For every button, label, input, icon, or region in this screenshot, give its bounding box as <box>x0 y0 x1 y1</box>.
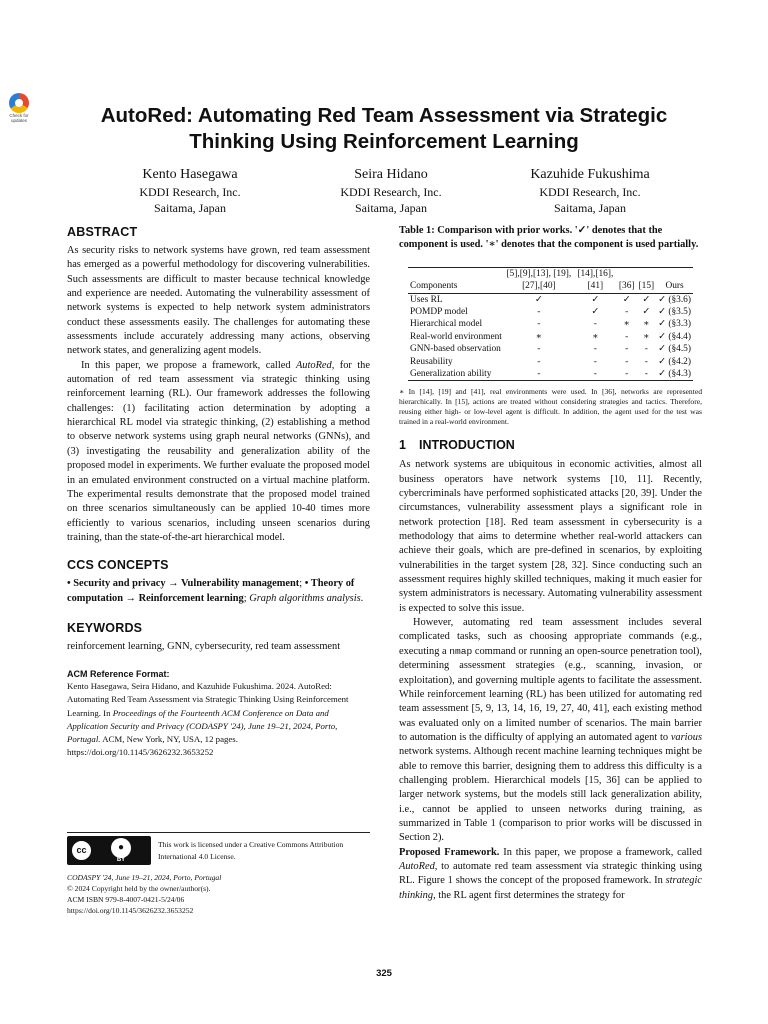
badge-line1: Check for <box>9 113 29 118</box>
acm-ref-heading: ACM Reference Format: <box>67 669 170 680</box>
emphasis: AutoRed <box>399 860 435 872</box>
emphasis: various <box>670 731 702 743</box>
ccs-concepts <box>67 577 370 606</box>
emphasis: AutoRed <box>295 359 332 371</box>
cc-by-logo[interactable] <box>67 836 151 865</box>
intro-paragraph-1: As network systems are ubiquitous in economic activities, almost all business operators have network systems [10, 11]. Recently, cybercriminals have performed sophisticated attacks [20, 39]. Under the circumstances, vulnerability assessment plays a significant role in network protection [18]. Red team assessment in cybersecurity is a methodology that aims to determine whether real-world attackers can achieve their goals, which are pre-defined in scenarios, by exploiting vulnerabilities in the target system [28, 32]. Since conducting such an assessment requires highly skilled techniques, making it much easier for system administrators is necessary. Automating vulnerability assessment is expected to solve this issue. <box>399 459 702 614</box>
table-cell: ✓ <box>642 306 651 317</box>
table-cell: ✓ <box>534 294 543 305</box>
table-cell: Reusability <box>410 356 453 367</box>
table-cell: - <box>625 344 629 355</box>
update-icon <box>9 93 29 113</box>
table-cell: - <box>593 344 597 355</box>
table-row <box>408 356 693 368</box>
abstract-heading: ABSTRACT <box>67 225 138 239</box>
emphasis: Proceedings of the Fourteenth ACM Conference on Data and Application Security and Privacy (CODASPY '24), June 19–21, 2024, Porto, Portugal. <box>67 707 338 745</box>
table-cell: - <box>644 356 648 367</box>
table-cell: ✓ (§4.5) <box>658 344 691 355</box>
text-span: ; <box>299 578 305 590</box>
intro-paragraph-3 <box>399 846 702 903</box>
acm-reference <box>67 680 370 759</box>
keywords-heading: KEYWORDS <box>67 620 143 635</box>
doi-link[interactable]: https://doi.org/10.1145/3626232.3653252 <box>67 906 194 915</box>
table-cell: GNN-based observation <box>410 344 501 355</box>
table-row <box>408 318 693 330</box>
table-cell: - <box>625 368 629 379</box>
ccs-heading: CCS CONCEPTS <box>67 558 169 573</box>
table-cell: ∗ <box>643 319 650 330</box>
table-cell: ✓ <box>591 306 600 317</box>
right-column <box>399 224 702 903</box>
table-cell: ✓ (§4.2) <box>658 356 691 367</box>
author-affiliation: KDDI Research, Inc. <box>340 185 442 199</box>
introduction-heading <box>399 437 702 453</box>
check-for-updates-badge[interactable] <box>5 93 33 125</box>
text-span: . <box>360 592 364 604</box>
author-2 <box>291 166 491 216</box>
person-icon: ● <box>111 838 131 858</box>
table-cell: Generalization ability <box>410 368 492 379</box>
code-span: nmap <box>449 645 473 657</box>
author-location: Saitama, Japan <box>554 201 626 215</box>
section-title: INTRODUCTION <box>419 438 515 453</box>
abstract-paragraph-2 <box>67 359 370 545</box>
table-caption: Table 1: Comparison with prior works. '✓' denotes that the component is used. '∗' denotes that the component is used partially. <box>399 225 699 251</box>
author-affiliation: KDDI Research, Inc. <box>539 185 641 199</box>
table-cell: - <box>593 319 597 330</box>
conference-line: CODASPY '24, June 19–21, 2024, Porto, Portugal <box>67 873 222 882</box>
text-span: In this paper, we propose a framework, called <box>499 846 702 858</box>
intro-paragraph-2 <box>399 616 702 846</box>
license-text: This work is licensed under a Creative Commons Attribution International 4.0 License. <box>158 840 344 861</box>
text-span: However, automating red team assessment includes several complicated tasks, such as choosing appropriate commands (e.g., executing a <box>399 617 702 657</box>
text-span: , the RL agent first determines the strategy for <box>433 889 625 901</box>
table-cell: - <box>625 356 629 367</box>
table-header: [15] <box>638 281 655 292</box>
author-name: Kento Hasegawa <box>142 167 238 182</box>
table-body <box>408 293 693 381</box>
table-header: Components <box>410 281 458 292</box>
emphasis: strategic thinking <box>399 875 702 901</box>
table-row <box>408 306 693 318</box>
table-header: [36] <box>618 281 635 292</box>
keywords-text: reinforcement learning, GNN, cybersecurity, red team assessment <box>67 640 341 652</box>
ccs-concept-1: • Security and privacy → Vulnerability management <box>67 578 300 590</box>
by-label: BY <box>116 857 126 863</box>
table-cell: - <box>537 356 541 367</box>
page-number: 325 <box>376 968 392 979</box>
table-cell: POMDP model <box>410 306 468 317</box>
text-span: command or running an open-source penetration tool), determining assessment strategies (e.g., scanning, invasion, or exploitation), and governing multiple agents to facilitate the assessment. While reinforcement learning (RL) has been utilized for automating red team assessment [5, 9, 13, 14, 16, 19, 27, 40, 41], each existing method was evaluated only on a limited number of scenarios. The main barrier to automation is the difficulty of applying an automated agent to <box>399 645 702 743</box>
author-1 <box>90 166 290 216</box>
table-cell: - <box>537 344 541 355</box>
table-cell: - <box>644 344 648 355</box>
abstract-paragraph-1: As security risks to network systems have grown, red team assessment has emerged as a powerful methodology for discovering vulnerabilities. Such assessments are difficult to master because technical knowledge and experience are needed. Automating the vulnerability assessment of network systems is expected to help network system administrators conduct these assessments easily. The challenges for automating these assessments include accurately addressing many actions, observing network states, and generalizing agent models. <box>67 245 370 357</box>
table-cell: ✓ <box>622 294 631 305</box>
text-span: ; <box>243 592 250 604</box>
table-cell: - <box>625 306 629 317</box>
badge-line2: updates <box>10 118 27 123</box>
author-location: Saitama, Japan <box>154 201 226 215</box>
ccs-concept-2: • Theory of computation → Reinforcement learning <box>67 578 355 604</box>
section-number: 1 <box>399 438 406 453</box>
text-span: network systems. Although recent machine learning techniques might be able to remove this barrier, designing them to address this difficulty is a challenging problem. Hierarchical models [15, 36] can be applied to larger network systems, but the models still lack generalization ability, i.e., cannot be applied to unseen networks during training, as summarized in Table 1 (comparison to prior works will be discussed in Section 2). <box>399 746 702 844</box>
paper-title: AutoRed: Automating Red Team Assessment via Strategic Thinking Using Reinforcement Learning <box>100 104 668 153</box>
table-cell: ✓ (§4.4) <box>658 331 691 342</box>
table-cell: Uses RL <box>410 294 443 305</box>
table-header-row <box>408 267 693 293</box>
table-row <box>408 368 693 381</box>
table-row <box>408 293 693 306</box>
table-cell: ∗ <box>643 331 650 342</box>
isbn-line: ACM ISBN 979-8-4007-0421-5/24/06 <box>67 895 185 904</box>
table-cell: ∗ <box>535 331 543 342</box>
text-span: In this paper, we propose a framework, called <box>81 359 296 371</box>
table-cell: - <box>593 356 597 367</box>
table-cell: ∗ <box>623 319 630 330</box>
table-cell: Real-world environment <box>410 331 502 342</box>
table-cell: - <box>537 368 541 379</box>
table-header: [14],[16], [41] <box>577 268 614 292</box>
table-cell: ✓ <box>642 294 651 305</box>
author-location: Saitama, Japan <box>355 201 427 215</box>
comparison-table <box>408 267 693 382</box>
table-cell: ✓ (§3.3) <box>658 319 691 330</box>
table-cell: ✓ (§3.5) <box>658 306 691 317</box>
text-span: , to automate red team assessment via strategic thinking using RL. Figure 1 shows the concept of the proposed framework. In <box>399 860 702 887</box>
paragraph-lead: Proposed Framework. <box>399 846 500 858</box>
table-cell: - <box>537 319 541 330</box>
publication-info <box>67 872 370 916</box>
table-cell: Hierarchical model <box>410 319 483 330</box>
author-name: Kazuhide Fukushima <box>530 167 650 182</box>
table-cell: ✓ <box>591 294 600 305</box>
table-row <box>408 331 693 343</box>
cc-icon: cc <box>70 839 93 862</box>
left-column <box>67 224 370 759</box>
table-cell: - <box>537 306 541 317</box>
table-cell: - <box>625 331 629 342</box>
ccs-concept-3: Graph algorithms analysis <box>249 592 361 604</box>
copyright-line: © 2024 Copyright held by the owner/author(s). <box>67 884 211 893</box>
table-cell: ✓ (§4.3) <box>658 368 691 379</box>
author-block <box>0 166 768 218</box>
table-note: ∗ In [14], [19] and [41], real environments were used. In [36], networks are represented hierarchically. In [15], actions are treated without considering strategies and tactics. Therefore, reusing either high- or low-level agent is difficult. In addition, the agent used for the test was trained in a real-world environment. <box>399 387 702 427</box>
table-row <box>408 343 693 355</box>
author-affiliation: KDDI Research, Inc. <box>139 185 241 199</box>
table-header: Ours <box>665 281 684 292</box>
table-header: [5],[9],[13], [19],[27],[40] <box>506 268 572 292</box>
author-3 <box>490 166 690 216</box>
table-cell: ∗ <box>592 331 599 342</box>
table-cell: ✓ (§3.6) <box>658 294 691 305</box>
text-span: , for the automation of red team assessment via strategic thinking using reinforcement learning (RL). Our framework addresses the following challenges: (1) facilitating action determination by adopting a hierarchical RL model via strategic thinking, (2) establishing a method to observe network systems using graph neural networks (GNNs), and (3) investigating the reusability and generalization ability of the proposed model in experiments. We further evaluate the proposed model in an emulated environment constructed on a virtual machine platform. The experimental results demonstrate that the proposed model trained on three scenarios simultaneously can be applied 10-40 times more efficiently to various scenarios, including unseen scenarios during training, than the state-of-the-art hierarchical model. <box>67 359 370 543</box>
author-name: Seira Hidano <box>354 167 428 182</box>
table-cell: - <box>593 368 597 379</box>
text-span: Kento Hasegawa, Seira Hidano, and Kazuhide Fukushima. 2024. AutoRed: Automating Red Team Assessment via Strategic Thinking Using Reinforcement Learning. In <box>67 681 349 718</box>
license-block <box>67 832 370 864</box>
table-cell: - <box>644 368 648 379</box>
text-span: ACM, New York, NY, USA, 12 pages. https://doi.org/10.1145/3626232.3653252 <box>67 734 238 758</box>
